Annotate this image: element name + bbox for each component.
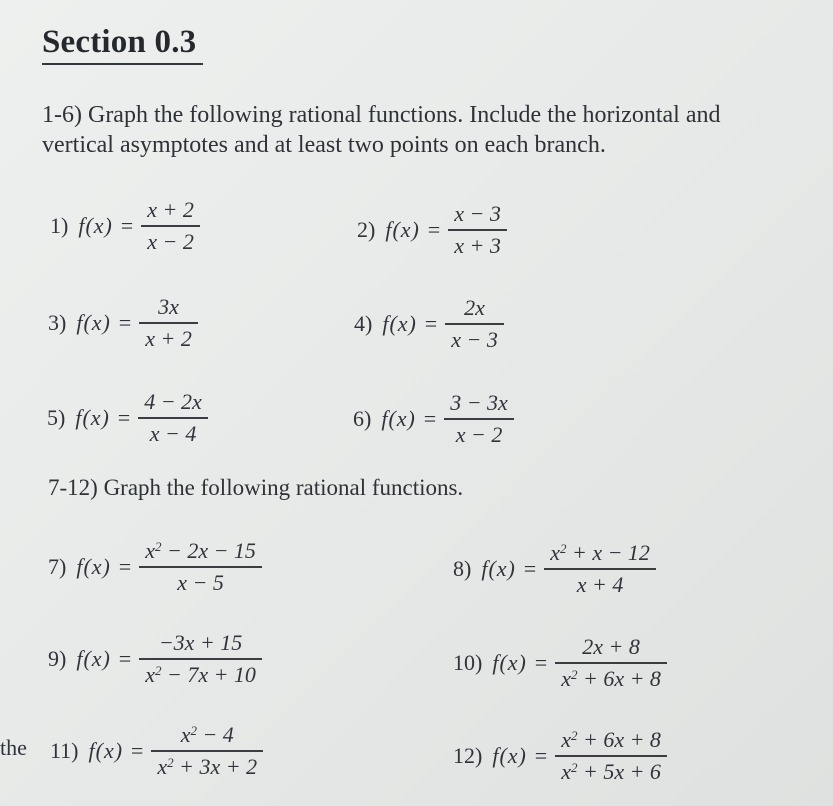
numerator: x + 2 [147, 197, 194, 222]
problem-4 [354, 295, 504, 353]
exponent: 2 [167, 754, 174, 770]
fraction-bar [448, 229, 507, 231]
fraction-bar [444, 418, 514, 420]
function-lhs: f(x) = [481, 555, 539, 581]
exponent: 2 [570, 728, 578, 743]
denominator: x − 4 [149, 420, 197, 446]
denominator-terms: + 3x + 2 [173, 753, 258, 779]
denominator: x + 3 [454, 232, 501, 258]
problem-number: 8) [453, 555, 472, 581]
fraction-bar [138, 417, 208, 419]
problem-3 [48, 294, 198, 352]
problem-number: 12) [453, 742, 483, 768]
numerator [175, 722, 240, 748]
numerator: x − 3 [454, 201, 501, 226]
fraction-bar [141, 225, 200, 227]
fraction [445, 295, 504, 353]
denominator [151, 754, 263, 780]
variable-x: x [561, 665, 571, 691]
numerator-terms: − 2x − 15 [161, 538, 256, 563]
problem-number: 2) [357, 216, 376, 242]
fraction-bar [139, 322, 198, 324]
denominator: x − 5 [177, 569, 224, 595]
denominator: x + 4 [576, 571, 624, 597]
section-title: Section 0.3 [42, 24, 197, 60]
fraction [139, 538, 262, 596]
problem-7 [48, 538, 262, 596]
function-lhs: f(x) = [382, 310, 440, 336]
function-lhs: f(x) = [76, 553, 134, 579]
problem-number: 9) [48, 645, 67, 671]
numerator [544, 540, 656, 566]
fraction-bar [445, 323, 504, 325]
variable-x: x [145, 538, 155, 563]
problem-5 [47, 389, 208, 447]
fraction [139, 294, 198, 352]
instructions-7-12: 7-12) Graph the following rational functions. [48, 475, 464, 500]
numerator: 4 − 2x [144, 389, 202, 414]
problem-2 [357, 201, 507, 259]
denominator: x − 2 [455, 421, 503, 447]
fraction-bar [544, 568, 656, 570]
variable-x: x [561, 727, 571, 752]
numerator: 3x [158, 294, 179, 319]
problem-9 [48, 630, 262, 688]
numerator [139, 538, 262, 564]
denominator [555, 759, 667, 785]
numerator: −3x + 15 [158, 630, 243, 655]
problem-number: 1) [50, 212, 69, 238]
fraction [139, 630, 262, 688]
fraction [448, 201, 507, 259]
function-lhs: f(x) = [492, 742, 550, 768]
problem-number: 3) [48, 309, 67, 335]
exponent: 2 [570, 759, 578, 775]
variable-x: x [561, 758, 571, 784]
fraction [138, 389, 208, 447]
exponent: 2 [154, 539, 162, 554]
exponent: 2 [559, 541, 567, 556]
function-lhs: f(x) = [385, 216, 443, 242]
problem-6 [353, 390, 514, 448]
exponent: 2 [190, 723, 197, 738]
denominator: x + 2 [145, 325, 192, 351]
variable-x: x [145, 661, 155, 687]
problem-10 [453, 634, 667, 692]
instructions-line-2: vertical asymptotes and at least two points on each branch. [42, 132, 606, 158]
fraction [555, 634, 667, 692]
denominator-terms: + 5x + 6 [577, 758, 661, 784]
fraction-bar [555, 755, 667, 757]
fraction [555, 727, 667, 785]
denominator [139, 662, 262, 688]
function-lhs: f(x) = [75, 404, 133, 430]
function-lhs: f(x) = [78, 212, 136, 238]
instructions-1-6 [42, 100, 822, 160]
fraction [444, 390, 514, 448]
fraction-bar [151, 750, 263, 752]
problem-number: 10) [453, 649, 483, 675]
denominator-terms: − 7x + 10 [161, 661, 256, 687]
denominator: x − 3 [451, 326, 498, 352]
numerator-terms: + x − 12 [566, 540, 650, 565]
fraction-bar [555, 662, 667, 664]
numerator [555, 727, 667, 753]
function-lhs: f(x) = [88, 737, 146, 763]
numerator: 3 − 3x [450, 390, 508, 415]
denominator-terms: + 6x + 8 [577, 665, 661, 691]
function-lhs: f(x) = [381, 405, 439, 431]
denominator [555, 666, 667, 692]
cropped-text-fragment: the [0, 735, 27, 760]
fraction [141, 197, 200, 255]
exponent: 2 [154, 662, 162, 678]
problem-1 [50, 197, 200, 255]
fraction-bar [139, 658, 262, 660]
section-title-underline [42, 63, 203, 65]
instructions-line-1: 1-6) Graph the following rational functions. Include the horizontal and [42, 102, 721, 128]
fraction [151, 722, 263, 780]
numerator: 2x [464, 295, 485, 320]
numerator-terms: − 4 [196, 722, 234, 747]
exponent: 2 [570, 666, 578, 682]
fraction [544, 540, 656, 598]
numerator-terms: + 6x + 8 [577, 727, 661, 752]
problem-12 [453, 727, 667, 785]
problem-8 [453, 540, 656, 598]
variable-x: x [157, 753, 168, 779]
problem-number: 5) [47, 404, 66, 430]
function-lhs: f(x) = [76, 645, 134, 671]
fraction-bar [139, 566, 262, 568]
problem-number: 7) [48, 553, 67, 579]
problem-number: 11) [50, 737, 79, 763]
function-lhs: f(x) = [76, 309, 134, 335]
denominator: x − 2 [147, 228, 194, 254]
problem-number: 4) [354, 310, 373, 336]
variable-x: x [180, 722, 191, 747]
problem-11 [50, 722, 263, 780]
variable-x: x [550, 540, 560, 565]
problem-number: 6) [353, 405, 372, 431]
function-lhs: f(x) = [492, 649, 550, 675]
numerator: 2x + 8 [582, 634, 640, 659]
